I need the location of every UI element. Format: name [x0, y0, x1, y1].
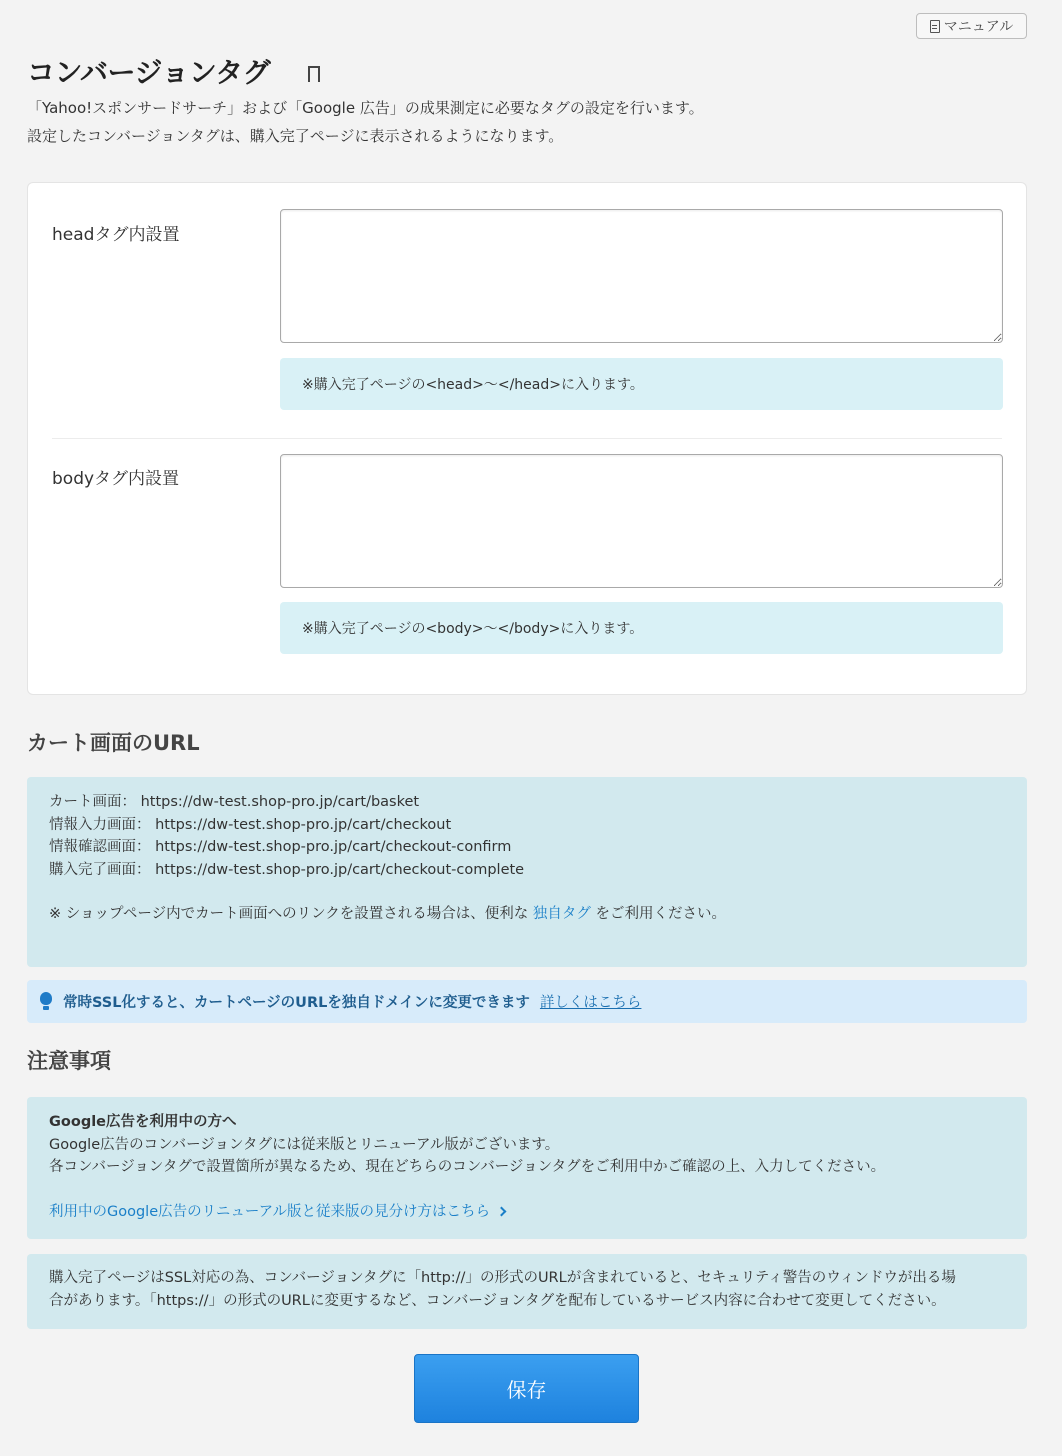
manual-button[interactable]	[916, 13, 1027, 39]
cart-url-box	[27, 777, 1027, 967]
ssl-warning-note-line: 購入完了ページはSSL対応の為、コンバージョンタグに「http://」の形式のURLが含まれていると、セキュリティ警告のウィンドウが出る場	[49, 1270, 956, 1286]
cart-url-row: 情報確認画面： https://dw-test.shop-pro.jp/cart/checkout-confirm	[49, 839, 512, 855]
chevron-right-icon	[497, 1207, 507, 1217]
head-tag-hint: ※購入完了ページの<head>～</head>に入ります。	[280, 358, 1003, 410]
cart-url-section-title: カート画面のURL	[27, 731, 200, 755]
google-ads-note-line: Google広告のコンバージョンタグには従来版とリニューアル版がございます。	[49, 1136, 560, 1153]
cart-url-note-suffix: をご利用ください。	[590, 906, 727, 922]
google-ads-note-box	[27, 1097, 1027, 1239]
lightbulb-icon	[39, 992, 53, 1012]
page-description-line1: 「Yahoo!スポンサードサーチ」および「Google 広告」の成果測定に必要なタグの設定を行います。	[27, 99, 704, 117]
page-description-line2: 設定したコンバージョンタグは、購入完了ページに表示されるようになります。	[27, 127, 564, 145]
google-ads-version-link[interactable]	[49, 1201, 505, 1224]
cart-url-row: 情報入力画面： https://dw-test.shop-pro.jp/cart/checkout	[49, 816, 452, 833]
divider	[52, 438, 1002, 439]
ssl-banner-text: 常時SSL化すると、カートページのURLを独自ドメインに変更できます	[63, 995, 530, 1011]
notes-section-title: 注意事項	[27, 1049, 111, 1073]
document-icon	[930, 20, 940, 33]
ssl-warning-note-box	[27, 1254, 1027, 1329]
google-ads-note-line: 各コンバージョンタグで設置箇所が異なるため、現在どちらのコンバージョンタグをご利用中かご確認の上、入力してください。	[49, 1159, 886, 1175]
cart-url-note-prefix: ※ ショップページ内でカート画面へのリンクを設置される場合は、便利な	[49, 906, 533, 922]
custom-tag-link[interactable]: 独自タグ	[532, 906, 591, 922]
body-tag-textarea[interactable]	[280, 454, 1003, 588]
page-title: コンバージョンタグ	[27, 56, 271, 89]
ssl-warning-note-line: 合があります。「https://」の形式のURLに変更するなど、コンバージョンタグを配布しているサービス内容に合わせて変更してください。	[49, 1292, 946, 1309]
ssl-banner	[27, 980, 1027, 1023]
body-tag-hint: ※購入完了ページの<body>～</body>に入ります。	[280, 602, 1003, 654]
head-tag-textarea[interactable]	[280, 209, 1003, 343]
body-tag-label: bodyタグ内設置	[52, 469, 180, 489]
cart-url-row: 購入完了画面： https://dw-test.shop-pro.jp/cart/checkout-complete	[49, 861, 525, 878]
google-ads-note-title: Google広告を利用中の方へ	[49, 1114, 237, 1130]
save-button[interactable]: 保存	[414, 1354, 639, 1423]
cart-url-row: カート画面： https://dw-test.shop-pro.jp/cart/basket	[49, 794, 420, 810]
google-ads-version-link-label: 利用中のGoogle広告のリニューアル版と従来版の見分け方はこちら	[49, 1203, 491, 1220]
bookmark-icon[interactable]	[308, 66, 320, 82]
ssl-details-link[interactable]: 詳しくはこちら	[539, 995, 642, 1011]
conversion-tag-form	[27, 182, 1027, 695]
manual-label: マニュアル	[943, 19, 1014, 35]
cart-url-note	[49, 903, 1005, 926]
head-tag-label: headタグ内設置	[52, 225, 180, 245]
